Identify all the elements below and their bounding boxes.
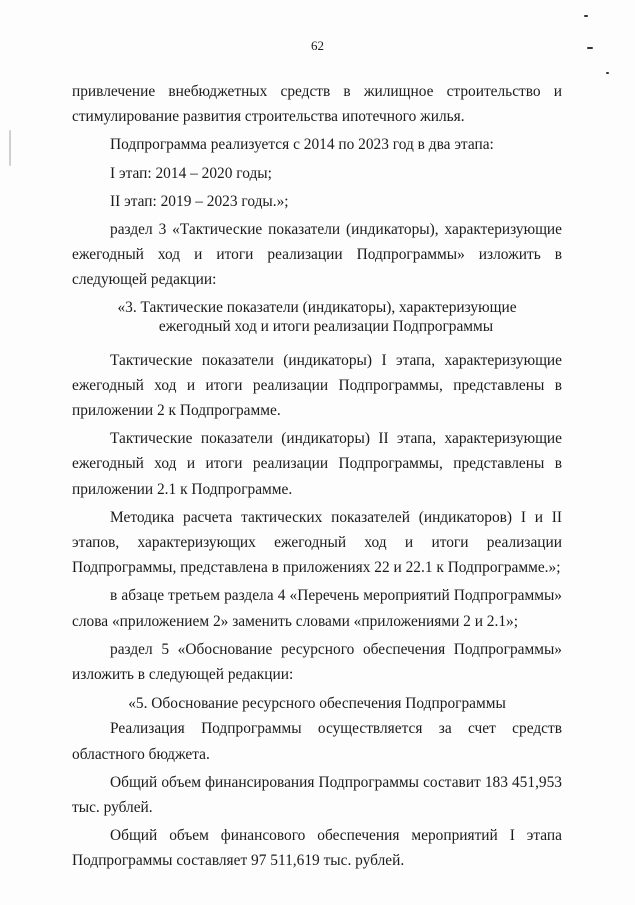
paragraph: Общий объем финансового обеспечения мероприятий I этапа Подпрограммы составляет 97 511,619 тыс. рублей.	[72, 827, 562, 870]
paragraph: Общий объем финансирования Подпрограммы составит 183 451,953 тыс. рублей.	[72, 773, 562, 817]
paragraph: раздел 5 «Обоснование ресурсного обеспечения Подпрограммы» изложить в следующей редакции:	[72, 640, 562, 684]
section-heading-3-line2: ежегодный ход и итоги реализации Подпрограммы	[158, 317, 494, 335]
scan-speck	[584, 15, 588, 17]
section-heading-3-line1: «3. Тактические показатели (индикаторы), характеризующие	[117, 298, 517, 316]
paragraph: Тактические показатели (индикаторы) I этапа, характеризующие ежегодный ход и итоги реализации Подпрограммы, представлены в приложении 2 к Подпрограмме.	[72, 351, 562, 420]
section-heading-5: «5. Обоснование ресурсного обеспечения Подпрограммы	[128, 695, 506, 713]
section-heading-3	[72, 298, 562, 336]
paragraph: Реализация Подпрограммы осуществляется за счет средств областного бюджета.	[72, 720, 562, 763]
scan-speck	[587, 47, 593, 49]
paragraph: I этап: 2014 – 2020 годы;	[110, 164, 272, 182]
document-body	[72, 79, 562, 874]
paragraph: II этап: 2019 – 2023 годы.»;	[110, 192, 289, 210]
page-number: 62	[311, 38, 324, 53]
paragraph: Методика расчета тактических показателей (индикаторов) I и II этапов, характеризующих ежегодный ход и итоги реализации Подпрограммы, представлена в приложениях 22 и 22.1 к Подпрограмме.»;	[72, 508, 562, 577]
paragraph: раздел 3 «Тактические показатели (индикаторы), характеризующие ежегодный ход и итоги реализации Подпрограммы» изложить в следующей редакции:	[72, 221, 562, 289]
scan-speck	[9, 130, 11, 166]
paragraph: Тактические показатели (индикаторы) II этапа, характеризующие ежегодный ход и итоги реализации Подпрограммы, представлены в приложении 2.1 к Подпрограмме.	[72, 430, 562, 498]
paragraph: Подпрограмма реализуется с 2014 по 2023 год в два этапа:	[110, 136, 494, 154]
paragraph: привлечение внебюджетных средств в жилищное строительство и стимулирование развития строительства ипотечного жилья.	[72, 83, 562, 126]
paragraph: в абзаце третьем раздела 4 «Перечень мероприятий Подпрограммы» слова «приложением 2» заменить словами «приложениями 2 и 2.1»;	[72, 587, 562, 630]
scan-speck	[606, 72, 609, 74]
